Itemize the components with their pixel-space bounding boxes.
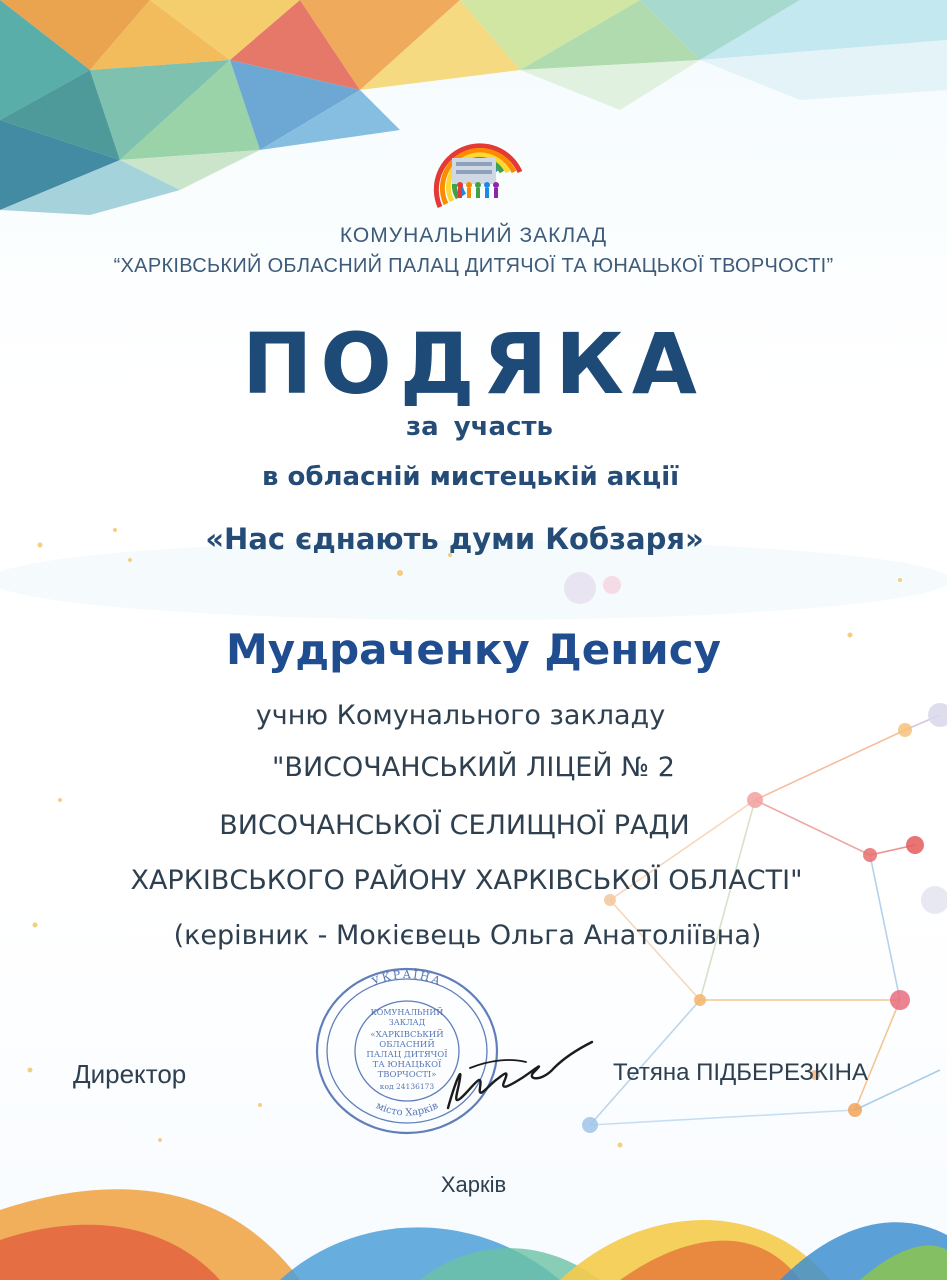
director-name: Тетяна ПІДБЕРЕЗКІНА	[613, 1059, 869, 1086]
city-name: Харків	[440, 1172, 507, 1197]
seal-top-text: УКРАЇНА	[369, 967, 444, 989]
rainbow-logo-icon	[410, 112, 540, 222]
supervisor-line: (керівник - Мокієвець Ольга Анатоліївна)	[173, 920, 762, 951]
signature-icon	[430, 1038, 600, 1118]
recipient-role: учню Комунального закладу	[255, 700, 666, 731]
certificate-line-2: в обласній мистецькій акції	[261, 462, 680, 492]
school-line-3: ХАРКІВСЬКОГО РАЙОНУ ХАРКІВСЬКОЇ ОБЛАСТІ"	[130, 865, 803, 896]
seal-line-5: ПАЛАЦ ДИТЯЧОЇ	[366, 1050, 448, 1060]
recipient-name: Мудраченку Денису	[226, 625, 721, 674]
school-line-1: "ВИСОЧАНСЬКИЙ ЛІЦЕЙ № 2	[272, 752, 675, 783]
event-name: «Нас єднають думи Кобзаря»	[205, 522, 704, 556]
seal-code: код 24136173	[379, 1082, 435, 1091]
bottom-waves	[0, 1189, 947, 1280]
school-line-2: ВИСОЧАНСЬКОЇ СЕЛИЩНОЇ РАДИ	[219, 810, 690, 841]
seal-line-1: КОМУНАЛЬНИЙ	[370, 1008, 444, 1017]
organization-line-2: “ХАРКІВСЬКИЙ ОБЛАСНИЙ ПАЛАЦ ДИТЯЧОЇ ТА ЮНАЦЬКОЇ ТВОРЧОСТІ”	[113, 255, 834, 277]
seal-line-2: ЗАКЛАД	[388, 1018, 426, 1027]
director-label: Директор	[73, 1059, 187, 1089]
seal-line-3: «ХАРКІВСЬКИЙ	[370, 1030, 444, 1040]
seal-line-4: ОБЛАСНИЙ	[379, 1040, 435, 1050]
seal-line-7: ТВОРЧОСТІ»	[377, 1070, 437, 1080]
seal-line-6: ТА ЮНАЦЬКОЇ	[372, 1060, 442, 1070]
seal-bottom-text: місто Харків	[374, 1100, 440, 1119]
certificate-line-1: за участь	[406, 412, 553, 442]
certificate-title: ПОДЯКА	[242, 315, 705, 413]
organization-line-1: КОМУНАЛЬНИЙ ЗАКЛАД	[339, 224, 608, 247]
svg-text:УКРАЇНА	[370, 967, 444, 988]
